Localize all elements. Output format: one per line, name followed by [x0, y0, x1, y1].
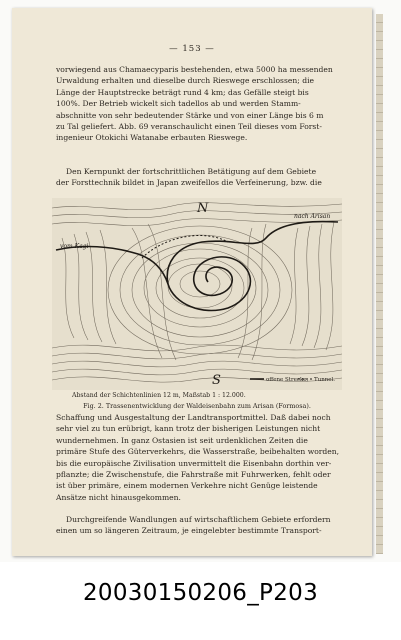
text-line: wundernehmen. In ganz Ostasien ist seit urdenklichen Zeiten die [56, 435, 308, 445]
archive-id-label: 20030150206_P203 [82, 580, 319, 606]
paragraph-intro [56, 64, 340, 144]
legend-open-label: offene Strecke; [266, 377, 309, 383]
text-line: Den Kernpunkt der fortschrittlichen Betätigung auf dem Gebiete [66, 167, 317, 176]
text-line: einen um so längeren Zeitraum, je eingelebter bestimmte Transport- [56, 526, 322, 536]
text-line: ingenieur Otokichi Watanabe erbauten Rieswege. [56, 133, 248, 143]
text-line: Durchgreifende Wandlungen auf wirtschaftlichem Gebiete erfordern [66, 515, 331, 524]
text-line: bis die europäische Zivilisation unvermittelt die Eisenbahn dorthin ver- [56, 458, 332, 468]
north-label: N [197, 201, 209, 216]
book-page [12, 8, 372, 556]
scan-edge-ruler [376, 14, 383, 554]
paragraph-wandlungen [56, 514, 340, 537]
label-from-kagi: vom Kagi [60, 243, 89, 250]
page-number: — 153 — [169, 44, 215, 54]
text-line: ist über primäre, einem modernen Verkehre nicht Genüge leistende [56, 481, 318, 491]
contour-map-figure [52, 198, 342, 390]
text-line: primäre Stufe des Güterverkehrs, die Wasserstraße, beibehalten worden, [56, 447, 340, 457]
text-line: abschnitte von sehr bedeutender Stärke und von einer Länge bis 6 m [56, 110, 324, 120]
contour-map-svg [52, 198, 342, 390]
text-line: sehr viel zu tun erübrigt, kann trotz der bisherigen Leistungen nicht [56, 424, 321, 434]
text-line: 100%. Der Betrieb wickelt sich tadellos ab und werden Stamm- [56, 99, 301, 109]
figure-caption: Fig. 2. Trassenentwicklung der Waldeisenbahn zum Arisan (Formosa). [83, 402, 311, 410]
figure-scale-note: Abstand der Schichtenlinien 12 m, Maßstab 1 : 12.000. [72, 392, 246, 399]
contour-lines [52, 203, 342, 383]
text-line: Ansätze nicht hinausgekommen. [56, 492, 181, 502]
paragraph-landtransport [56, 412, 340, 503]
south-label: S [212, 373, 221, 388]
text-line: vorwiegend aus Chamaecyparis bestehenden, etwa 5000 ha messenden [56, 65, 333, 74]
paragraph-kernpunkt [56, 166, 340, 189]
text-line: pflanzte; die Zwischenstufe, die Fahrstraße mit Fuhrwerken, fehlt oder [56, 470, 331, 480]
text-line: der Forsttechnik bildet in Japan zweifellos die Verfeinerung, bzw. die [56, 178, 322, 188]
label-to-arisan: nach Arisan [294, 213, 331, 220]
text-line: Schaffung und Ausgestaltung der Landtransportmittel. Daß dabei noch [56, 413, 331, 422]
text-line: Länge der Hauptstrecke beträgt rund 4 km; das Gefälle steigt bis [56, 87, 309, 97]
text-line: Urwaldung erhalten und dieselbe durch Rieswege erschlossen; die [56, 76, 314, 86]
text-line: zu Tal geliefert. Abb. 69 veranschaulicht einen Teil dieses vom Forst- [56, 122, 322, 132]
legend-tunnel-label: Tunnel. [314, 377, 336, 383]
